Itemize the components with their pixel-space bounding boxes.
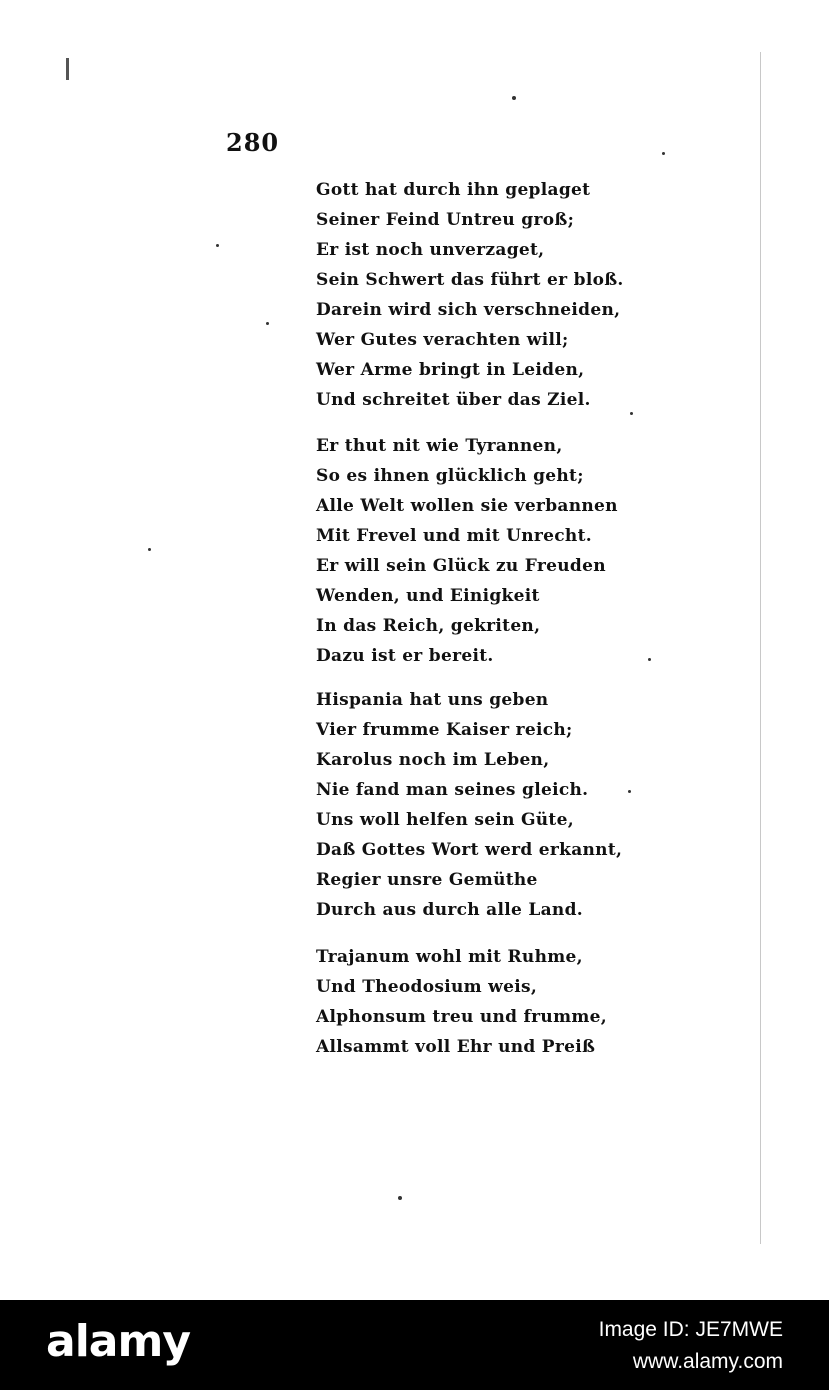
page-edge-line — [760, 52, 761, 1244]
watermark-logo: alamy — [46, 1316, 190, 1367]
watermark-banner — [0, 1300, 829, 1390]
stanza-2 — [316, 431, 618, 671]
margin-mark — [66, 58, 69, 80]
page-number: 280 — [226, 128, 280, 157]
site-url: www.alamy.com — [632, 1350, 783, 1373]
verse-line: In das Reich, gekriten, — [316, 616, 541, 636]
stanza-4 — [316, 942, 607, 1062]
scan-speck — [630, 412, 633, 415]
verse-line: Er thut nit wie Tyrannen, — [316, 436, 563, 456]
verse-line: Er ist noch unverzaget, — [316, 240, 545, 260]
verse-line: Durch aus durch alle Land. — [316, 900, 583, 920]
verse-line: Er will sein Glück zu Freuden — [316, 556, 606, 576]
image-id-label: Image ID: JE7MWE — [598, 1318, 783, 1341]
verse-line: Wer Arme bringt in Leiden, — [316, 360, 585, 380]
verse-line: Trajanum wohl mit Ruhme, — [316, 947, 583, 967]
scan-speck — [266, 322, 269, 325]
verse-line: Wer Gutes verachten will; — [316, 330, 569, 350]
scan-speck — [512, 96, 516, 100]
verse-line: Sein Schwert das führt er bloß. — [316, 270, 624, 290]
verse-line: Regier unsre Gemüthe — [316, 870, 538, 890]
verse-line: Nie fand man seines gleich. — [316, 780, 589, 800]
verse-line: Darein wird sich verschneiden, — [316, 300, 621, 320]
scan-speck — [216, 244, 219, 247]
verse-line: Vier frumme Kaiser reich; — [316, 720, 573, 740]
verse-line: Daß Gottes Wort werd erkannt, — [316, 840, 623, 860]
verse-line: Mit Frevel und mit Unrecht. — [316, 526, 592, 546]
verse-line: Gott hat durch ihn geplaget — [316, 180, 591, 200]
verse-line: Seiner Feind Untreu groß; — [316, 210, 575, 230]
verse-line: Uns woll helfen sein Güte, — [316, 810, 574, 830]
scan-speck — [398, 1196, 402, 1200]
scan-speck — [648, 658, 651, 661]
verse-line: Dazu ist er bereit. — [316, 646, 494, 666]
verse-line: Karolus noch im Leben, — [316, 750, 550, 770]
stanza-1 — [316, 175, 624, 415]
scan-speck — [148, 548, 151, 551]
verse-line: Und Theodosium weis, — [316, 977, 538, 997]
verse-line: Wenden, und Einigkeit — [316, 586, 540, 606]
scan-speck — [662, 152, 665, 155]
scan-speck — [628, 790, 631, 793]
verse-line: Alle Welt wollen sie verbannen — [316, 496, 618, 516]
verse-line: Hispania hat uns geben — [316, 690, 549, 710]
verse-line: Allsammt voll Ehr und Preiß — [316, 1037, 596, 1057]
stanza-3 — [316, 685, 622, 925]
verse-line: Und schreitet über das Ziel. — [316, 390, 591, 410]
verse-line: So es ihnen glücklich geht; — [316, 466, 584, 486]
verse-line: Alphonsum treu und frumme, — [316, 1007, 607, 1027]
